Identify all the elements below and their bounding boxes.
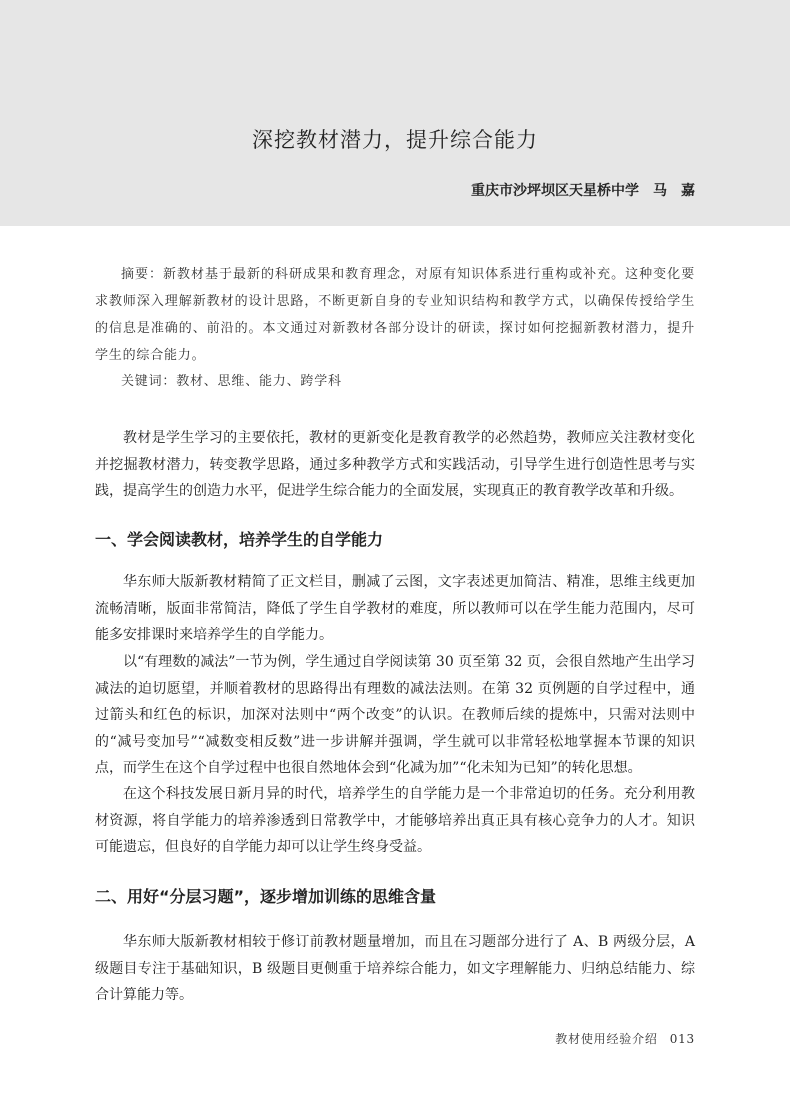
page-number: 013 <box>669 1032 695 1046</box>
page-footer <box>555 1030 695 1047</box>
section2-heading: 二、用好“分层习题”，逐步增加训练的思维含量 <box>95 887 437 906</box>
section2-paragraph-1: 华东师大版新教材相较于修订前教材题量增加，而且在习题部分进行了 A、B 两级分层，A 级题目专注于基础知识，B 级题目更侧重于培养综合能力，如文字理解能力、归纳总结能力、综合计算能力等。 <box>95 934 695 1003</box>
article-title: 深挖教材潜力，提升综合能力 <box>252 128 538 152</box>
section1-paragraph-2: 以“有理数的减法”一节为例，学生通过自学阅读第 30 页至第 32 页，会很自然地产生出学习减法的迫切愿望，并顺着教材的思路得出有理数的减法法则。在第 32 页例题的自学过程中，通过箭头和红色的标识，加深对法则中“两个改变”的认识。在教师后续的提炼中，只需对法则中的“减号变加号”“减数变相反数”进一步讲解并强调，学生就可以非常轻松地掌握本节课的知识点，而学生在这个自学过程中也很自然地体会到“化减为加”“化未知为已知”的转化思想。 <box>95 654 695 776</box>
intro-paragraph: 教材是学生学习的主要依托，教材的更新变化是教育教学的必然趋势，教师应关注教材变化并挖掘教材潜力，转变教学思路，通过多种教学方式和实践活动，引导学生进行创造性思考与实践，提高学生的创造力水平，促进学生综合能力的全面发展，实现真正的教育教学改革和升级。 <box>95 430 695 499</box>
author-byline: 重庆市沙坪坝区天星桥中学 马 嘉 <box>471 183 695 199</box>
section1-paragraph-3: 在这个科技发展日新月异的时代，培养学生的自学能力是一个非常迫切的任务。充分利用教材资源，将自学能力的培养渗透到日常教学中，才能够培养出真正具有核心竞争力的人才。知识可能遗忘，但良好的自学能力却可以让学生终身受益。 <box>95 786 695 855</box>
footer-label: 教材使用经验介绍 <box>555 1032 658 1046</box>
section1-paragraph-1: 华东师大版新教材精简了正文栏目，删减了云图，文字表述更加简洁、精准，思维主线更加流畅清晰，版面非常简洁，降低了学生自学教材的难度，所以教师可以在学生能力范围内，尽可能多安排课时来培养学生的自学能力。 <box>95 574 695 643</box>
abstract: 摘要：新教材基于最新的科研成果和教育理念，对原有知识体系进行重构或补充。这种变化要求教师深入理解新教材的设计思路，不断更新自身的专业知识结构和教学方式，以确保传授给学生的信息是准确的、前沿的。本文通过对新教材各部分设计的研读，探讨如何挖掘新教材潜力，提升学生的综合能力。 <box>95 267 695 363</box>
section1-heading: 一、学会阅读教材，培养学生的自学能力 <box>95 530 384 549</box>
keywords: 关键词：教材、思维、能力、跨学科 <box>121 374 342 389</box>
